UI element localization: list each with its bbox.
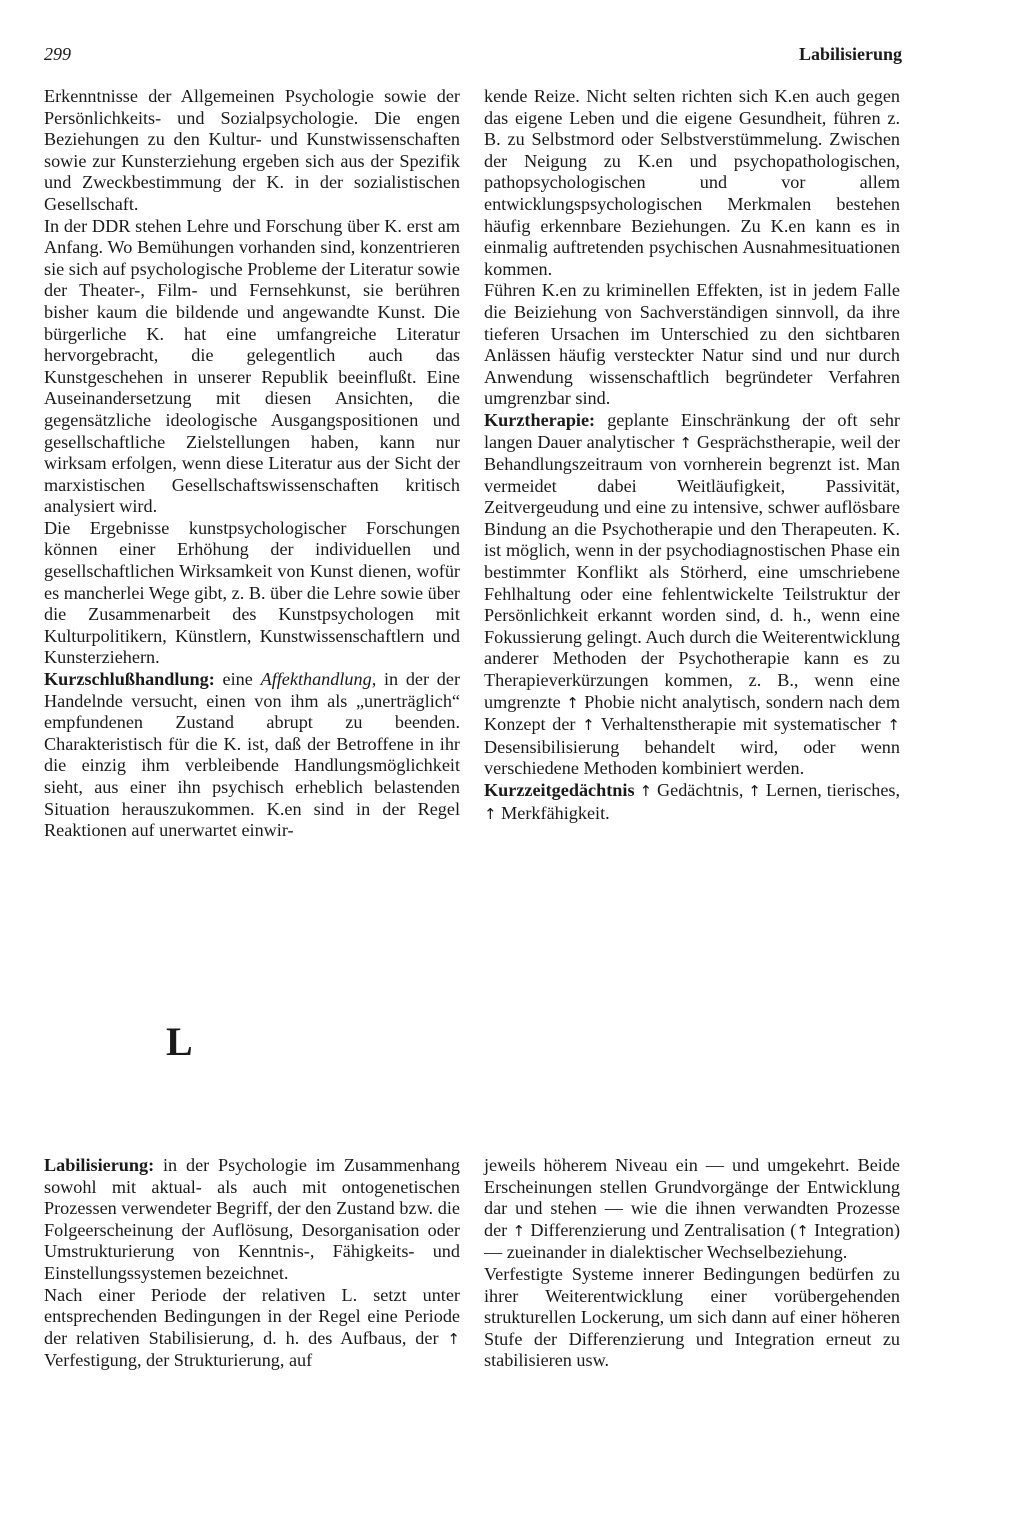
entry-text: mit systematischer: [736, 714, 888, 735]
paragraph: kende Reize. Nicht selten richten sich K.en auch gegen das eigene Leben und die eigene Gesundheit, führen z. B. zu Selbstmord oder Selbstverstümmelung. Zwischen der Neigung zu K.en und psychopathologischen, pathopsychologischen und vor allem entwicklungspsychologischen Merkmalen bestehen häufig erkennbare Beziehungen. Zu K.en kann es in einmalig auftretenden psychischen Ausnahmesituationen kommen.: [484, 86, 900, 279]
entry-term: Labilisierung:: [44, 1155, 155, 1175]
entry-text: ) — zueinander in dialektischer Wechselbeziehung.: [484, 1219, 900, 1263]
lower-column-right: [484, 1155, 900, 1372]
entry-kurztherapie: [484, 410, 900, 780]
entry-text: nicht analytisch, sondern nach dem Konzept der: [484, 691, 900, 735]
separator: ,: [895, 780, 901, 800]
paragraph: Verfestigte Systeme innerer Bedingungen bedürfen zu ihrer Weiterentwicklung einer vorübergehenden strukturellen Lockerung, um sich dann auf einer höheren Stufe der Differenzierung und Integration erneut zu stabilisieren usw.: [484, 1263, 900, 1371]
entry-text: , weil der Behandlungszeitraum von vornherein begrenzt ist. Man vermeidet dabei Weitläufigkeit, Passivität, Zeitvergeudung und eine zu intensive, schwer auflösbare Bindung an die Psychotherapie und den Therapeuten. K. ist möglich, wenn in der psychodiagnostischen Phase ein bestimmter Konflikt als Störherd, eine umschriebene Fehlhaltung oder eine fehlentwickelte Teilstruktur der Persönlichkeit erkannt worden sind, d. h., wenn eine Fokussierung gelingt. Auch durch die Weiterentwicklung anderer Methoden der Psychotherapie kann es zu Therapieverkürzungen kommen, z. B., wenn eine umgrenzte: [484, 431, 900, 712]
cross-reference-link[interactable]: Gesprächstherapie: [696, 431, 832, 452]
up-arrow-icon: ↑: [887, 716, 900, 735]
entry-text: in der Psychologie im Zusammenhang sowohl mit aktual- als auch mit ontogenetischen Prozessen verwendeter Begriff, der den Zustand bzw. die Folgeerscheinung der Auflösung, Desorganisation oder Umstrukturierung von Kenntnis-, Fähigkeits- und Einstellungssystemen bezeichnet.: [44, 1155, 460, 1283]
cross-reference-link[interactable]: Desensibilisierung: [484, 736, 620, 757]
section-letter: L: [166, 1019, 193, 1064]
separator: ,: [738, 780, 749, 800]
entry-text: , in der der Handelnde versucht, einen von ihm als „unerträglich“ empfundenen Zustand abrupt zu beenden. Charakteristisch für die K. ist, daß der Betroffene in ihr die einzig ihm verbleibende Handlungsmöglichkeit sieht, aus einer ihn psychisch erheblich belastenden Situation herauszukommen. K.en sind in der Regel Reaktionen auf unerwartet einwir-: [44, 669, 461, 841]
up-arrow-icon: ↑: [484, 804, 497, 823]
column-right: [484, 86, 900, 825]
paragraph: In der DDR stehen Lehre und Forschung über K. erst am Anfang. Wo Bemühungen vorhanden sind, konzentrieren sie sich auf psychologische Probleme der Literatur sowie der Theater-, Film- und Fernsehkunst, sie berühren bisher kaum die bildende und angewandte Kunst. Die bürgerliche K. hat eine umfangreiche Literatur hervorgebracht, die gelegentlich auch das Kunstgeschehen in unserer Republik beeinflußt. Eine Auseinandersetzung mit diesen Ansichten, die gegensätzliche ideologische Ausgangspositionen und gesellschaftliche Zielstellungen haben, kann nur wirksam erfolgen, wenn diese Literatur aus der Sicht der marxistischen Gesellschaftswissenschaften kritisch analysiert wird.: [44, 215, 460, 517]
entry-text: jeweils höherem Niveau ein — und umgekehrt. Beide Erscheinungen stellen Grundvorgänge der Entwicklung dar und stehen — wie die ihnen verwandten Prozesse der: [484, 1155, 900, 1240]
up-arrow-icon: ↑: [748, 782, 761, 800]
running-head: Labilisierung: [798, 44, 902, 64]
up-arrow-icon: ↑: [639, 782, 653, 800]
cross-reference-link[interactable]: Lernen, tierisches: [765, 780, 896, 800]
cross-reference-link[interactable]: Integration: [814, 1219, 894, 1240]
paragraph: Erkenntnisse der Allgemeinen Psychologie sowie der Persönlichkeits- und Sozialpsychologie. Die engen Beziehungen zu den Kultur- und Kunstwissenschaften sowie zur Kunsterziehung ergeben sich aus der Spezifik und Zweckbestimmung der K. in der sozialistischen Gesellschaft.: [44, 86, 460, 214]
entry-text: und Zentralisation (: [646, 1219, 797, 1240]
paragraph: Die Ergebnisse kunstpsychologischer Forschungen können einer Erhöhung der individuellen und gesellschaftlichen Wirksamkeit von Kunst dienen, wofür es mancherlei Wege gibt, z. B. über die Lehre sowie über die Zusammenarbeit des Kunstpsychologen mit Kulturpolitikern, Künstlern, Kunstwissenschaftlern und Kunsterziehern.: [44, 517, 460, 668]
entry-term: Kurzschlußhandlung:: [44, 669, 215, 690]
entry-text: Nach einer Periode der relativen L. setzt unter entsprechenden Bedingungen in der Regel eine Periode der relativen Stabilisierung, d. h. des Aufbaus, der: [44, 1284, 460, 1348]
entry-term: Kurzzeitgedächtnis: [484, 780, 635, 800]
cross-reference-link[interactable]: Differenzierung: [530, 1219, 647, 1240]
entry-text: , der Strukturierung, auf: [136, 1350, 313, 1371]
entry-text: geplante Einschränkung der oft sehr langen Dauer analytischer: [484, 409, 900, 452]
page-number: 299: [44, 44, 71, 64]
entry-term: Kurztherapie:: [484, 409, 596, 430]
cross-reference-link[interactable]: Merkfähigkeit: [501, 802, 606, 823]
italic-term: Affekthandlung: [260, 669, 372, 690]
entry-text: .: [605, 802, 610, 823]
lower-column-left: [44, 1155, 460, 1372]
up-arrow-icon: ↑: [512, 1221, 526, 1240]
up-arrow-icon: ↑: [679, 433, 692, 452]
up-arrow-icon: ↑: [566, 693, 579, 712]
paragraph: [44, 1285, 460, 1372]
cross-reference-link[interactable]: Gedächtnis: [656, 780, 739, 800]
up-arrow-icon: ↑: [447, 1329, 460, 1348]
up-arrow-icon: ↑: [796, 1221, 809, 1240]
cross-reference-link[interactable]: Phobie: [584, 691, 635, 712]
entry-kurzschlusshandlung: [44, 669, 460, 842]
paragraph: [484, 1155, 900, 1264]
entry-labilisierung: [44, 1155, 460, 1285]
up-arrow-icon: ↑: [582, 716, 595, 735]
entry-kurzzeitgedaechtnis: [484, 780, 900, 825]
paragraph: Führen K.en zu kriminellen Effekten, ist in jedem Falle die Beiziehung von Sachverständigen sinnvoll, da ihre tieferen Ursachen im Unterschied zu den sichtbaren Anlässen häufig versteckter Natur sind und nur durch Anwendung wissenschaftlich begründeter Verfahren umgrenzbar sind.: [484, 280, 900, 409]
column-left: [44, 86, 460, 842]
cross-reference-link[interactable]: Verfestigung: [44, 1350, 137, 1371]
entry-text: eine: [214, 669, 261, 690]
cross-reference-link[interactable]: Verhaltenstherapie: [600, 714, 737, 735]
entry-text: behandelt wird, oder wenn verschiedene Methoden kombiniert werden.: [484, 736, 900, 779]
